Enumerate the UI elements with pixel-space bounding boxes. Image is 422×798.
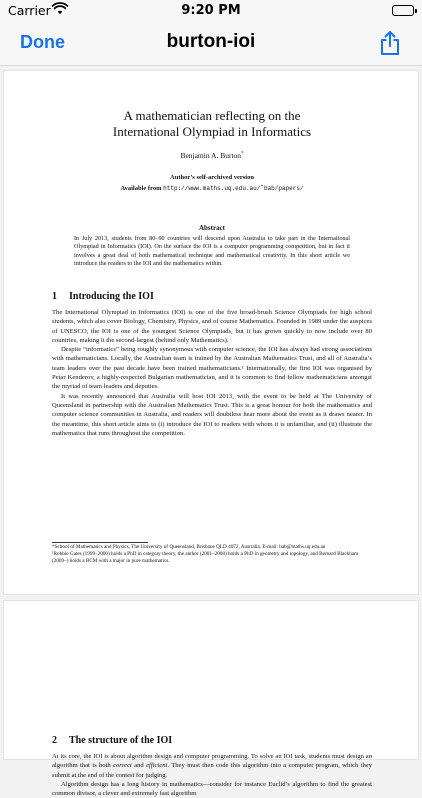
pdf-page-1 (3, 70, 419, 595)
navigation-bar (0, 22, 422, 66)
section-1-number: 1 (52, 291, 57, 302)
footnote-affiliation: *School of Mathematics and Physics, The University of Queensland, Brisbane QLD 4072, Australia. E-mail: bab@maths.uq.edu.au (52, 544, 326, 550)
section-2-paragraph-1 (52, 752, 372, 780)
abstract-text: In July 2013, students from 80–90 countries will descend upon Australia to take part in the International Olympiad in Informatics (IOI). On the surface the IOI is a computer programming competition, but in fact it involves a great deal of both mathematical technique and mathematical creativity. In this short article we introduce the readers to the IOI and the mathematics within. (74, 235, 350, 268)
section-1-paragraph-1: The International Olympiad in Informatics (IOI) is one of the five broad-brush Science Olympiads for high school students, which also cover Biology, Chemistry, Physics, and of course Mathematics. Founded in 1989 under the auspices of UNESCO, the IOI is one of the youngest Science Olympiads, but it has grown quickly to now include over 80 countries, making it the second-largest (behind only Mathematics). (52, 309, 372, 344)
section-2-heading (52, 735, 172, 746)
section-2-paragraph-1-part-c: . They must then code this algorithm into a computer program, which they submit at the end of the contest for judging. (52, 762, 372, 779)
section-1-title: Introducing the IOI (69, 291, 154, 302)
document-title: burton-ioi (166, 31, 256, 52)
section-2-title: The structure of the IOI (69, 735, 173, 746)
carrier-label: Carrier (8, 3, 51, 18)
footnote-divider (52, 542, 148, 543)
section-1-heading (52, 291, 154, 302)
author-name: Benjamin A. Burton (180, 151, 242, 160)
abstract-heading: Abstract (198, 224, 226, 232)
section-2-paragraph-1-part-b: and (131, 762, 147, 770)
footnote-1: ¹Robbie Gates (1999–2000) holds a PhD in category theory, the author (2001–2008) holds a PhD in geometry and topology, and Bernard Blackham (2009–) holds a BCM with a major in pure mathematics. (52, 551, 359, 564)
archived-version-note: Author’s self-archived version (170, 174, 254, 181)
battery-icon (392, 5, 414, 16)
paper-url: http://www.maths.uq.edu.au/˜bab/papers/ (163, 185, 304, 192)
section-2-body (52, 752, 372, 798)
share-icon[interactable] (378, 30, 402, 56)
pdf-viewer[interactable] (0, 66, 422, 798)
section-2-number: 2 (52, 735, 57, 746)
emphasis-correct: correct (113, 762, 132, 770)
author-footnote-mark: * (241, 151, 244, 157)
paper-title (44, 108, 380, 140)
paper-title-line-1: A mathematician reflecting on the (123, 108, 301, 123)
paper-author (4, 151, 420, 160)
section-2-paragraph-1-part-a: At its core, the IOI is about algorithm design and computer programming. To solve an IOI task, students must design an algorithm that is both (52, 753, 372, 770)
availability-line (4, 185, 420, 192)
battery-nub (415, 9, 417, 13)
status-bar (0, 0, 422, 22)
section-2-paragraph-2: Algorithm design has a long history in mathematics—consider for instance Euclid’s algorithm to find the greatest common divisor, a clever and extremely fast algorithm (52, 780, 372, 798)
section-1-paragraph-3: It was recently announced that Australia will host IOI 2013, with the event to be held at The University of Queensland in partnership with the Australian Mathematics Trust. This is a great honour for both the mathematics and computer science communities in Australia, and readers will doubtless hear more about the event as it draws nearer. In the meantime, this short article aims to (i) introduce the IOI to readers with whom it is unfamiliar, and (ii) illustrate the mathematics that runs throughout the competition. (52, 392, 372, 437)
status-time: 9:20 PM (181, 3, 241, 18)
footnotes (52, 544, 372, 565)
section-1-paragraph-2: Despite “informatics” being roughly synonymous with computer science, the IOI has always had strong associations with mathematicians. Locally, the Australian team is trained by the Australian Mathematics Trust, and all of Australia’s team leaders over the past decade have been trained mathematicians.¹ Internationally, the first IOI was organised by Petar Kenderov, a highly-respected Bulgarian mathematician, and it is common to find fellow mathematicians amongst the myriad of team leaders and deputies. (52, 346, 372, 391)
pdf-page-2 (3, 600, 419, 798)
paper-title-line-2: International Olympiad in Informatics (112, 124, 312, 139)
emphasis-efficient: efficient (146, 762, 168, 770)
section-1-body (52, 308, 372, 438)
available-label: Available from (120, 185, 162, 192)
done-button[interactable]: Done (20, 32, 65, 52)
